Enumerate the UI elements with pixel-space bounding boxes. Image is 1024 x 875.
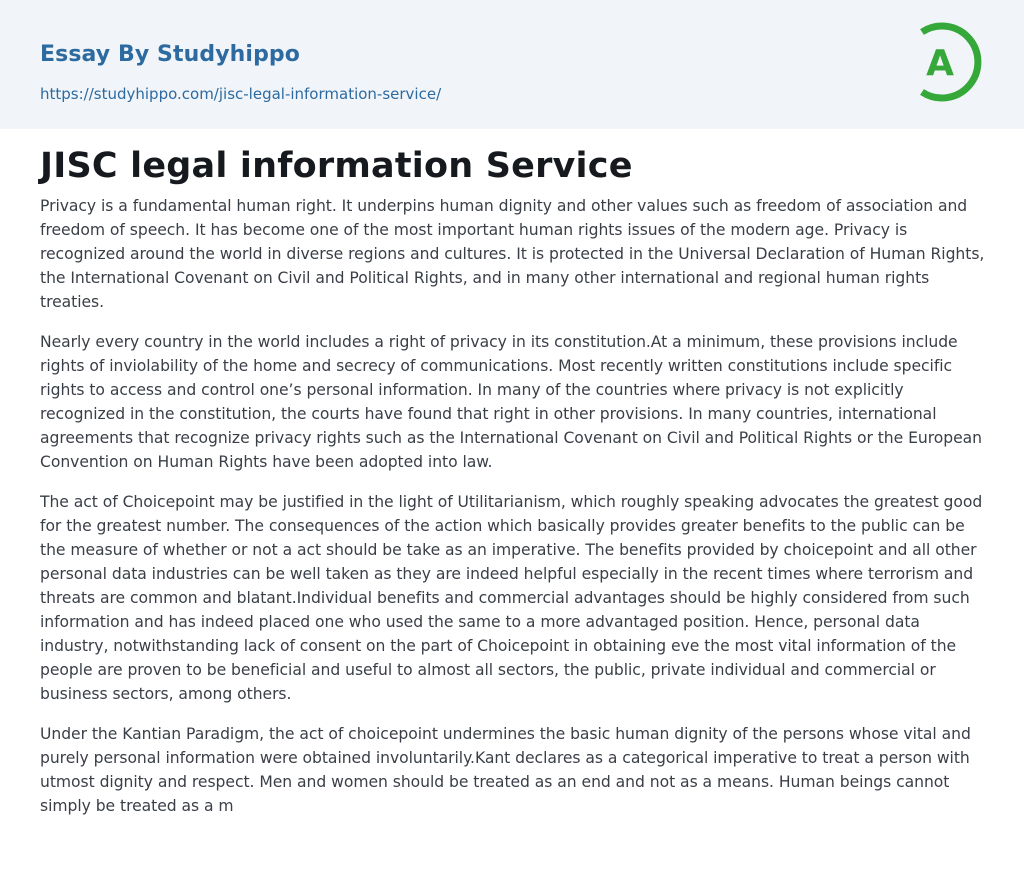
article-body	[40, 194, 988, 834]
brand-name[interactable]: Essay By Studyhippo	[40, 42, 300, 67]
site-header	[0, 0, 1024, 129]
paragraph: The act of Choicepoint may be justified in the light of Utilitarianism, which roughly speaking advocates the greatest good for the greatest number. The consequences of the action which basically provides greater benefits to the public can be the measure of whether or not a act should be take as an imperative. The benefits provided by choicepoint and all other personal data industries can be well taken as they are indeed helpful especially in the recent times where terrorism and threats are common and blatant.Individual benefits and commercial advantages should be highly considered from such information and has indeed placed one who used the same to a more advantaged position. Hence, personal data industry, notwithstanding lack of consent on the part of Choicepoint in obtaining eve the most vital information of the people are proven to be beneficial and useful to almost all sectors, the public, private individual and commercial or business sectors, among others.	[40, 493, 983, 703]
paragraph: Under the Kantian Paradigm, the act of choicepoint undermines the basic human dignity of the persons whose vital and purely personal information were obtained involuntarily.Kant declares as a categorical imperative to treat a person with utmost dignity and respect. Men and women should be treated as an end and not as a means. Human beings cannot simply be treated as a m	[40, 725, 971, 815]
paragraph: Nearly every country in the world includes a right of privacy in its constitution.At a minimum, these provisions include rights of inviolability of the home and secrecy of communications. Most recently written constitutions include specific rights to access and control one’s personal information. In many of the countries where privacy is not explicitly recognized in the constitution, the courts have found that right in other provisions. In many countries, international agreements that recognize privacy rights such as the International Covenant on Civil and Political Rights or the European Convention on Human Rights have been adopted into law.	[40, 333, 982, 471]
logo-letter: A	[926, 43, 954, 84]
page-url-link[interactable]: https://studyhippo.com/jisc-legal-information-service/	[40, 85, 442, 103]
circle-a-logo-icon[interactable]	[912, 20, 986, 104]
article-title: JISC legal information Service	[40, 146, 633, 186]
paragraph: Privacy is a fundamental human right. It underpins human dignity and other values such as freedom of association and freedom of speech. It has become one of the most important human rights issues of the modern age. Privacy is recognized around the world in diverse regions and cultures. It is protected in the Universal Declaration of Human Rights, the International Covenant on Civil and Political Rights, and in many other international and regional human rights treaties.	[40, 197, 985, 311]
